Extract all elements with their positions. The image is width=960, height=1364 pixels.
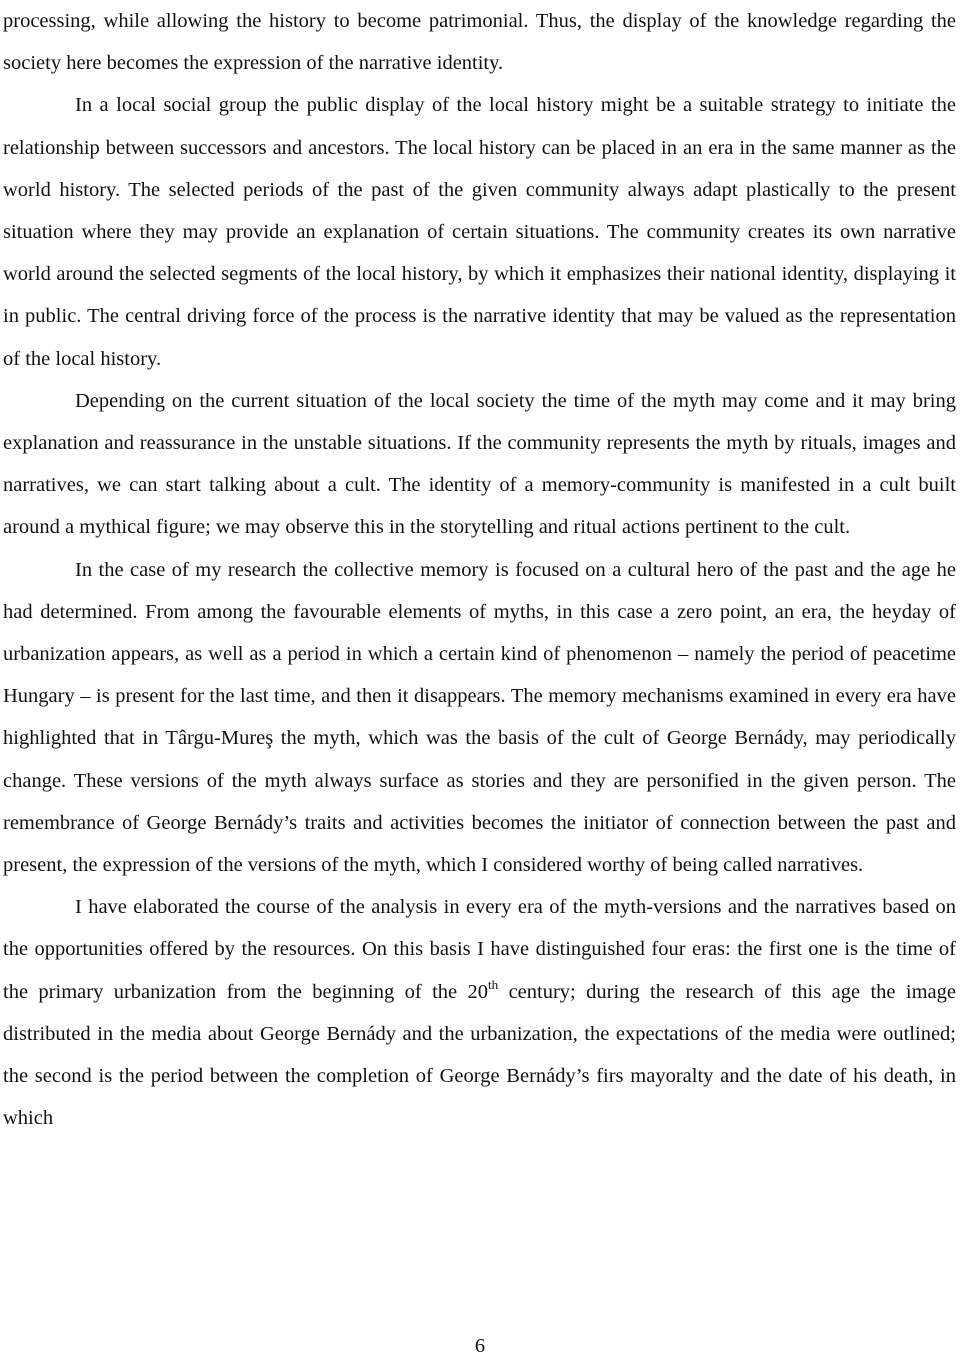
ordinal-superscript: th	[488, 976, 499, 992]
page-number: 6	[474, 1335, 486, 1357]
paragraph-myth-cult: Depending on the current situation of the local society the time of the myth may come and it may bring explanation and reassurance in the unstable situations. If the community represents the myth by rituals, images and narratives, we can start talking about a cult. The identity of a memory-community is manifested in a cult built around a mythical figure; we may observe this in the storytelling and ritual actions pertinent to the cult.	[3, 389, 956, 539]
paragraph-research-hero: In the case of my research the collective memory is focused on a cultural hero of the past and the age he had determined. From among the favourable elements of myths, in this case a zero point, an era, the heyday of urbanization appears, as well as a period in which a certain kind of phenomenon – namely the period of peacetime Hungary – is present for the last time, and then it disappears. The memory mechanisms examined in every era have highlighted that in Târgu-Mureş the myth, which was the basis of the cult of George Bernády, may periodically change. These versions of the myth always surface as stories and they are personified in the given person. The remembrance of George Bernády’s traits and activities becomes the initiator of connection between the past and present, the expression of the versions of the myth, which I considered worthy of being called narratives.	[3, 558, 956, 877]
four-eras-text-end: century; during the research of this age the image distributed in the media about George Bernády and the urbanization, the expectations of the media were outlined; the second is the period between the completion of George Bernády’s firs mayoralty and the date of his death, in which	[3, 980, 956, 1130]
document-body	[3, 0, 956, 1139]
four-eras-text-start: I have elaborated the course of the analysis in every era of the myth-versions and the narratives based on the opportunities offered by the resources. On this basis I have distinguished four eras: the first one is the time of the primary urbanization from the beginning of the 20	[3, 896, 956, 1003]
paragraph-four-eras	[3, 886, 956, 1139]
paragraph-local-history: In a local social group the public display of the local history might be a suitable strategy to initiate the relationship between successors and ancestors. The local history can be placed in an era in the same manner as the world history. The selected periods of the past of the given community always adapt plastically to the present situation where they may provide an explanation of certain situations. The community creates its own narrative world around the selected segments of the local history, by which it emphasizes their national identity, displaying it in public. The central driving force of the process is the narrative identity that may be valued as the representation of the local history.	[3, 94, 956, 370]
paragraph-continuation: processing, while allowing the history to become patrimonial. Thus, the display of the knowledge regarding the society here becomes the expression of the narrative identity.	[3, 10, 956, 75]
